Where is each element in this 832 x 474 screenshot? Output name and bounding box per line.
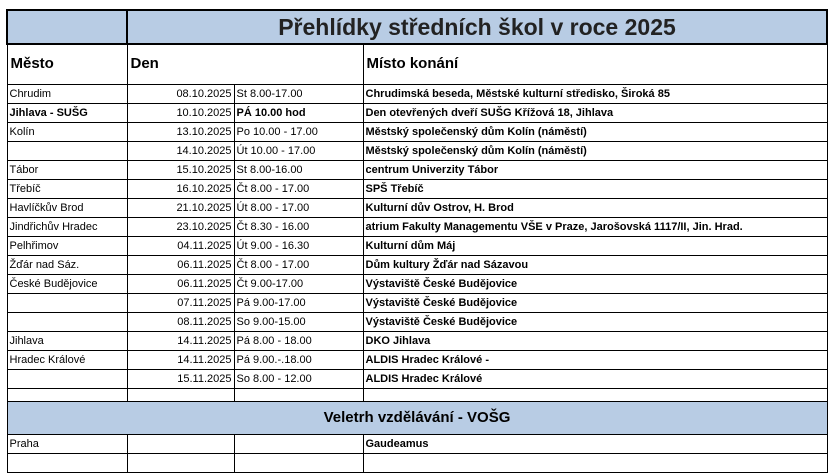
time-cell: Pá 9.00.-.18.00 (234, 350, 363, 369)
table-row (7, 217, 827, 236)
venue-cell: ALDIS Hradec Králové (363, 369, 827, 388)
city-cell (7, 141, 127, 160)
venue-cell: Výstaviště České Budějovice (363, 274, 827, 293)
header-venue: Místo konání (363, 44, 827, 84)
venue-cell: ALDIS Hradec Králové - (363, 350, 827, 369)
venue-cell: Chrudimská beseda, Městské kulturní středisko, Široká 85 (363, 84, 827, 103)
empty-row (7, 388, 827, 401)
time-cell: Čt 8.30 - 16.00 (234, 217, 363, 236)
date-cell: 10.10.2025 (127, 103, 234, 122)
city-cell: Chrudim (7, 84, 127, 103)
time-cell: Čt 9.00-17.00 (234, 274, 363, 293)
date-cell: 14.11.2025 (127, 350, 234, 369)
date-cell: 14.11.2025 (127, 331, 234, 350)
header-row (7, 44, 827, 84)
section-title: Veletrh vzdělávání - VOŠG (7, 401, 827, 434)
city-cell (7, 293, 127, 312)
venue-cell: Městský společenský dům Kolín (náměstí) (363, 141, 827, 160)
table-row (7, 160, 827, 179)
time-cell: PÁ 10.00 hod (234, 103, 363, 122)
table-row (7, 236, 827, 255)
date-cell: 13.10.2025 (127, 122, 234, 141)
venue-cell: Dům kultury Žďár nad Sázavou (363, 255, 827, 274)
city-cell: Hradec Králové (7, 350, 127, 369)
city-cell: České Budějovice (7, 274, 127, 293)
time-cell: Út 9.00 - 16.30 (234, 236, 363, 255)
section-row (7, 401, 827, 434)
table-row (7, 350, 827, 369)
empty-cell (7, 388, 127, 401)
time-cell: St 8.00-17.00 (234, 84, 363, 103)
date-cell: 15.11.2025 (127, 369, 234, 388)
city-cell: Pelhřimov (7, 236, 127, 255)
date-cell: 15.10.2025 (127, 160, 234, 179)
table-row (7, 103, 827, 122)
venue-cell: centrum Univerzity Tábor (363, 160, 827, 179)
table-row (7, 179, 827, 198)
city-cell: Jihlava - SUŠG (7, 103, 127, 122)
title-cell-left (7, 10, 127, 44)
time-cell: So 8.00 - 12.00 (234, 369, 363, 388)
empty-row (7, 453, 827, 472)
time-cell: Út 8.00 - 17.00 (234, 198, 363, 217)
venue-cell: Městský společenský dům Kolín (náměstí) (363, 122, 827, 141)
venue-cell: Den otevřených dveří SUŠG Křížová 18, Jihlava (363, 103, 827, 122)
city-cell: Praha (7, 434, 127, 453)
table-row (7, 293, 827, 312)
empty-cell (363, 453, 827, 472)
page-title: Přehlídky středních škol v roce 2025 (127, 10, 827, 44)
date-cell: 16.10.2025 (127, 179, 234, 198)
venue-cell: Kulturní dův Ostrov, H. Brod (363, 198, 827, 217)
table-row (7, 84, 827, 103)
venue-cell: Výstaviště České Budějovice (363, 312, 827, 331)
venue-cell: SPŠ Třebíč (363, 179, 827, 198)
time-cell: Čt 8.00 - 17.00 (234, 255, 363, 274)
table-row (7, 141, 827, 160)
city-cell (7, 312, 127, 331)
city-cell: Jihlava (7, 331, 127, 350)
date-cell: 21.10.2025 (127, 198, 234, 217)
venue-cell: DKO Jihlava (363, 331, 827, 350)
date-cell: 23.10.2025 (127, 217, 234, 236)
city-cell: Kolín (7, 122, 127, 141)
city-cell: Žďár nad Sáz. (7, 255, 127, 274)
empty-cell (363, 388, 827, 401)
schedule-table (6, 9, 828, 473)
date-cell: 06.11.2025 (127, 274, 234, 293)
empty-cell (234, 453, 363, 472)
date-cell: 08.11.2025 (127, 312, 234, 331)
table-row (7, 198, 827, 217)
title-row (7, 10, 827, 44)
time-cell: Čt 8.00 - 17.00 (234, 179, 363, 198)
empty-cell (7, 453, 127, 472)
spreadsheet (6, 9, 826, 473)
venue-cell: Gaudeamus (363, 434, 827, 453)
city-cell: Tábor (7, 160, 127, 179)
time-cell: Út 10.00 - 17.00 (234, 141, 363, 160)
header-day: Den (127, 44, 363, 84)
date-cell: 06.11.2025 (127, 255, 234, 274)
date-cell: 04.11.2025 (127, 236, 234, 255)
city-cell: Třebíč (7, 179, 127, 198)
time-cell: So 9.00-15.00 (234, 312, 363, 331)
city-cell (7, 369, 127, 388)
venue-cell: Výstaviště České Budějovice (363, 293, 827, 312)
city-cell: Havlíčkův Brod (7, 198, 127, 217)
table-row (7, 122, 827, 141)
table-row (7, 274, 827, 293)
date-cell: 07.11.2025 (127, 293, 234, 312)
date-cell: 08.10.2025 (127, 84, 234, 103)
empty-cell (127, 388, 234, 401)
time-cell: Pá 9.00-17.00 (234, 293, 363, 312)
time-cell: Pá 8.00 - 18.00 (234, 331, 363, 350)
empty-cell (127, 453, 234, 472)
venue-cell: Kulturní dům Máj (363, 236, 827, 255)
table-row (7, 434, 827, 453)
venue-cell: atrium Fakulty Managementu VŠE v Praze, Jarošovská 1117/II, Jin. Hrad. (363, 217, 827, 236)
header-city: Město (7, 44, 127, 84)
date-cell: 14.10.2025 (127, 141, 234, 160)
time-cell: St 8.00-16.00 (234, 160, 363, 179)
date-cell (127, 434, 234, 453)
table-row (7, 369, 827, 388)
time-cell: Po 10.00 - 17.00 (234, 122, 363, 141)
time-cell (234, 434, 363, 453)
table-row (7, 255, 827, 274)
table-row (7, 312, 827, 331)
empty-cell (234, 388, 363, 401)
table-row (7, 331, 827, 350)
city-cell: Jindřichův Hradec (7, 217, 127, 236)
